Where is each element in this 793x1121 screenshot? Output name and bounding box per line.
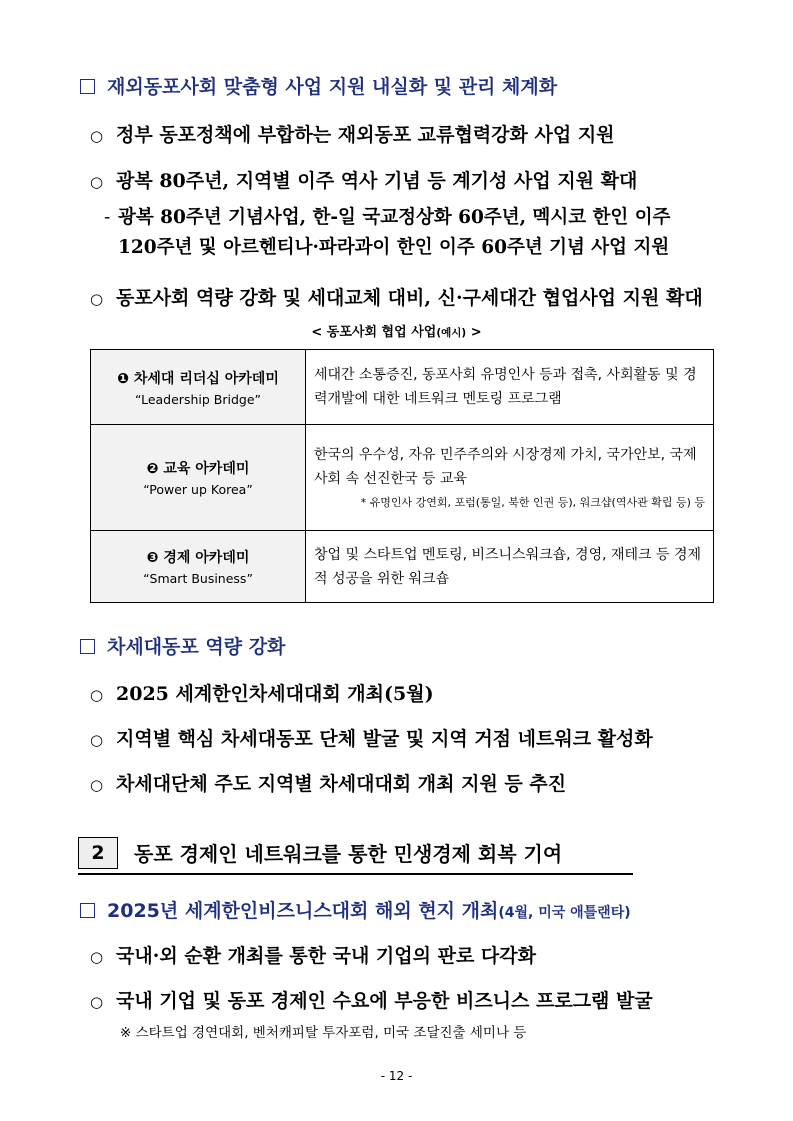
program-desc-cell: 창업 및 스타트업 멘토링, 비즈니스워크숍, 경영, 재테크 등 경제적 성공을 위한 워크숍	[306, 531, 714, 603]
program-name-cell: ❶ 차세대 리더십 아카데미 “Leadership Bridge”	[91, 350, 306, 425]
bullet-item: ○ 국내 기업 및 동포 경제인 수요에 부응한 비즈니스 프로그램 발굴	[90, 990, 653, 1012]
table-row	[91, 350, 714, 425]
checkbox-square-icon	[80, 903, 95, 918]
circle-bullet-icon: ○	[90, 173, 104, 191]
program-desc-cell: 세대간 소통증진, 동포사회 유명인사 등과 접촉, 사회활동 및 경력개발에 대한 네트워크 멘토링 프로그램	[306, 350, 714, 425]
circle-bullet-icon: ○	[90, 993, 104, 1011]
dash-item: - 광복 80주년 기념사업, 한-일 국교정상화 60주년, 멕시코 한인 이주 120주년 및 아르헨티나·파라과이 한인 이주 60주년 기념 사업 지원	[104, 207, 671, 258]
bullet-item: ○ 2025 세계한인차세대대회 개최(5월)	[90, 683, 434, 705]
section-heading-business: 2025년 세계한인비즈니스대회 해외 현지 개최(4월, 미국 애틀랜타)	[80, 896, 631, 923]
chapter-title: 동포 경제인 네트워크를 통한 민생경제 회복 기여	[134, 842, 563, 866]
circle-bullet-icon: ○	[90, 290, 104, 308]
section-heading-next-gen: 차세대동포 역량 강화	[80, 632, 285, 659]
circle-bullet-icon: ○	[90, 948, 104, 966]
program-desc-cell: 한국의 우수성, 자유 민주주의와 시장경제 가치, 국가안보, 국제사회 속 선진한국 등 교육 * 유명인사 강연회, 포럼(통일, 북한 인권 등), 워크샵(역사관 확립 등) 등	[306, 425, 714, 531]
checkbox-square-icon	[80, 79, 95, 94]
bullet-item: ○ 지역별 핵심 차세대동포 단체 발굴 및 지역 거점 네트워크 활성화	[90, 728, 653, 750]
circle-bullet-icon: ○	[90, 686, 104, 704]
table-row	[91, 531, 714, 603]
circle-bullet-icon: ○	[90, 776, 104, 794]
chapter-number: 2	[78, 837, 118, 869]
bullet-item: ○ 광복 80주년, 지역별 이주 역사 기념 등 계기성 사업 지원 확대	[90, 170, 638, 192]
program-name-cell: ❷ 교육 아카데미 “Power up Korea”	[91, 425, 306, 531]
chapter-heading	[78, 833, 633, 875]
bullet-item: ○ 정부 동포정책에 부합하는 재외동포 교류협력강화 사업 지원	[90, 124, 615, 146]
bullet-item: ○ 국내·외 순환 개최를 통한 국내 기업의 판로 다각화	[90, 945, 536, 967]
table-caption: < 동포사회 협업 사업(예시) >	[311, 325, 482, 340]
reference-note: ※ 스타트업 경연대회, 벤처캐피탈 투자포럼, 미국 조달진출 세미나 등	[120, 1025, 527, 1041]
cooperation-table	[90, 349, 714, 603]
table-note: * 유명인사 강연회, 포럼(통일, 북한 인권 등), 워크샵(역사관 확립 등) 등	[360, 495, 705, 509]
table-row	[91, 425, 714, 531]
bullet-item: ○ 차세대단체 주도 지역별 차세대대회 개최 지원 등 추진	[90, 773, 567, 795]
circle-bullet-icon: ○	[90, 731, 104, 749]
page-number: - 12 -	[380, 1069, 413, 1083]
circle-bullet-icon: ○	[90, 127, 104, 145]
program-name-cell: ❸ 경제 아카데미 “Smart Business”	[91, 531, 306, 603]
bullet-item: ○ 동포사회 역량 강화 및 세대교체 대비, 신·구세대간 협업사업 지원 확대	[90, 287, 703, 309]
checkbox-square-icon	[80, 639, 95, 654]
section-heading-support: 재외동포사회 맞춤형 사업 지원 내실화 및 관리 체계화	[80, 72, 557, 99]
